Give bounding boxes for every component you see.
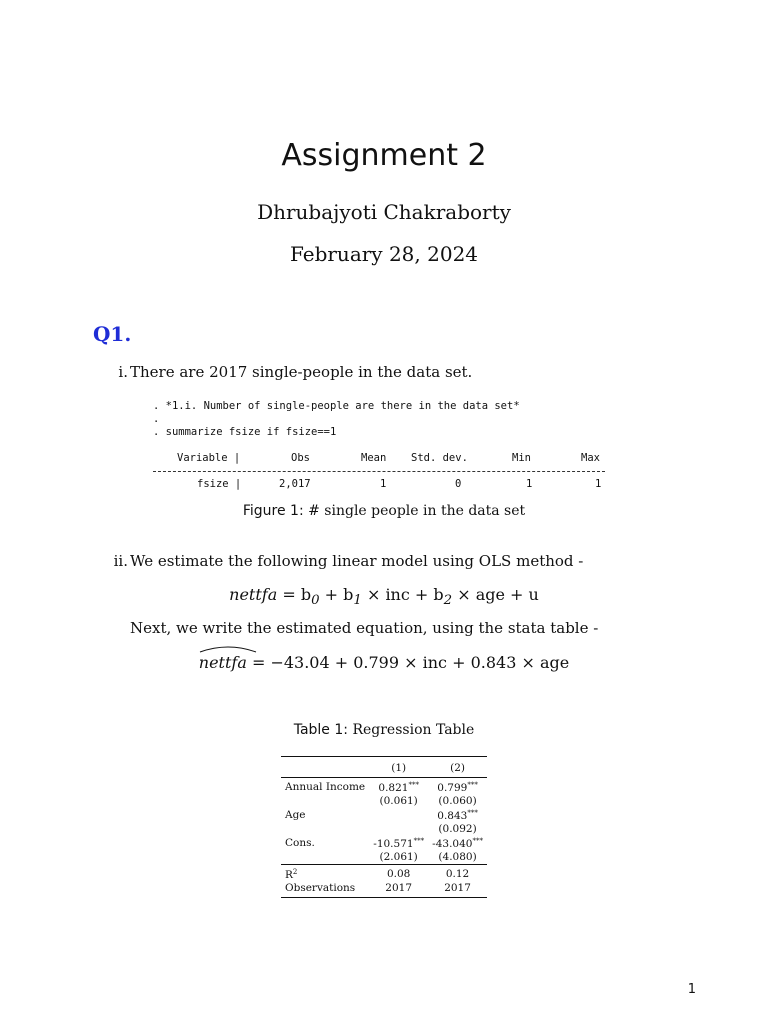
figure-1-text: # single people in the data set [303, 503, 526, 519]
table-row-income-se [281, 794, 487, 808]
table-header-col1: (1) [369, 757, 428, 778]
item-i [106, 363, 706, 383]
eq1-b1-sub: 1 [353, 593, 362, 609]
age-coef-2: 0.843*** [437, 808, 478, 822]
item-i-number: i. [118, 363, 128, 381]
equation-linear-model [0, 585, 768, 608]
cons-se-2: (4.080) [438, 851, 477, 863]
stata-command-summarize: . summarize fsize if fsize==1 [153, 426, 337, 438]
stata-output-block [153, 400, 605, 491]
figure-1-label: Figure 1: [242, 503, 304, 519]
table-row-r2 [281, 865, 487, 882]
age-label: Age [285, 809, 306, 821]
stata-command-blank: . [153, 413, 160, 425]
wide-hat-icon [199, 645, 257, 653]
stata-header-max: Max [581, 452, 600, 464]
income-se-1: (0.061) [379, 795, 418, 807]
table-header-row [281, 757, 487, 778]
r2-col1: 0.08 [369, 865, 428, 882]
income-coef-2: 0.799*** [428, 778, 487, 795]
document-date: February 28, 2024 [289, 242, 479, 266]
table-row-age-se [281, 822, 487, 836]
stata-separator [153, 471, 605, 472]
eq1-b0-sub: 0 [311, 593, 320, 609]
stata-value-stddev: 0 [455, 478, 462, 490]
cons-coef-2: -43.040*** [432, 836, 483, 850]
table-header-blank [281, 757, 369, 778]
table-header-col2: (2) [428, 757, 487, 778]
table-1-label: Table 1: [293, 722, 348, 738]
table-row-cons [281, 836, 487, 850]
item-ii-next-text: Next, we write the estimated equation, using the stata table - [130, 619, 599, 637]
stata-header-obs: Obs [291, 452, 310, 464]
table-1-caption [0, 722, 768, 738]
income-coef-1: 0.821*** [369, 778, 428, 795]
item-ii-number: ii. [113, 552, 128, 570]
cons-label: Cons. [285, 837, 315, 849]
figure-1-caption [0, 503, 768, 519]
stata-value-max: 1 [595, 478, 602, 490]
document-title: Assignment 2 [281, 138, 487, 173]
stata-value-row [153, 478, 605, 491]
section-heading-q1: Q1. [93, 322, 132, 346]
eq2-lhs: nettfa [198, 653, 247, 672]
table-row-income [281, 778, 487, 795]
income-se-2: (0.060) [438, 795, 477, 807]
observations-col2: 2017 [428, 881, 487, 898]
cons-coef-1: -10.571*** [373, 836, 425, 850]
stata-header-variable: Variable | [177, 452, 241, 464]
table-row-age [281, 808, 487, 822]
stata-header-row [153, 452, 605, 465]
stata-value-variable: fsize | [197, 478, 242, 490]
observations-col1: 2017 [369, 881, 428, 898]
page-number: 1 [687, 982, 696, 997]
table-row-cons-se [281, 850, 487, 865]
author-name: Dhrubajyoti Chakraborty [257, 200, 511, 224]
stata-value-mean: 1 [380, 478, 387, 490]
eq1-age-term: × age + u [452, 585, 539, 604]
item-ii [106, 552, 706, 572]
eq1-rhs-prefix: = b [282, 585, 312, 604]
observations-label: Observations [281, 881, 369, 898]
stata-value-obs: 2,017 [279, 478, 311, 490]
eq1-inc-term: × inc + b [361, 585, 444, 604]
eq1-plus1: + b [319, 585, 354, 604]
equation-estimated [0, 653, 768, 672]
stata-header-stddev: Std. dev. [411, 452, 468, 464]
item-i-text: There are 2017 single-people in the data set. [130, 363, 473, 381]
stata-header-min: Min [512, 452, 531, 464]
eq2-lhs-hat [199, 653, 247, 672]
item-ii-next [130, 619, 730, 639]
stata-command-comment: . *1.i. Number of single-people are there in the data set* [153, 400, 520, 412]
stata-value-min: 1 [526, 478, 533, 490]
table-row-observations [281, 881, 487, 898]
stata-header-mean: Mean [361, 452, 387, 464]
eq1-b2-sub: 2 [443, 593, 453, 609]
table-1-text: Regression Table [348, 722, 475, 738]
r2-col2: 0.12 [428, 865, 487, 882]
cons-se-1: (2.061) [379, 851, 418, 863]
income-label: Annual Income [281, 778, 369, 795]
eq2-rhs: = −43.04 + 0.799 × inc + 0.843 × age [251, 653, 570, 672]
regression-table [281, 756, 487, 898]
r2-label: $R^2$ [281, 865, 369, 882]
item-ii-text: We estimate the following linear model using OLS method - [130, 552, 584, 570]
age-se-2: (0.092) [438, 823, 477, 835]
eq1-lhs: nettfa [229, 585, 278, 604]
